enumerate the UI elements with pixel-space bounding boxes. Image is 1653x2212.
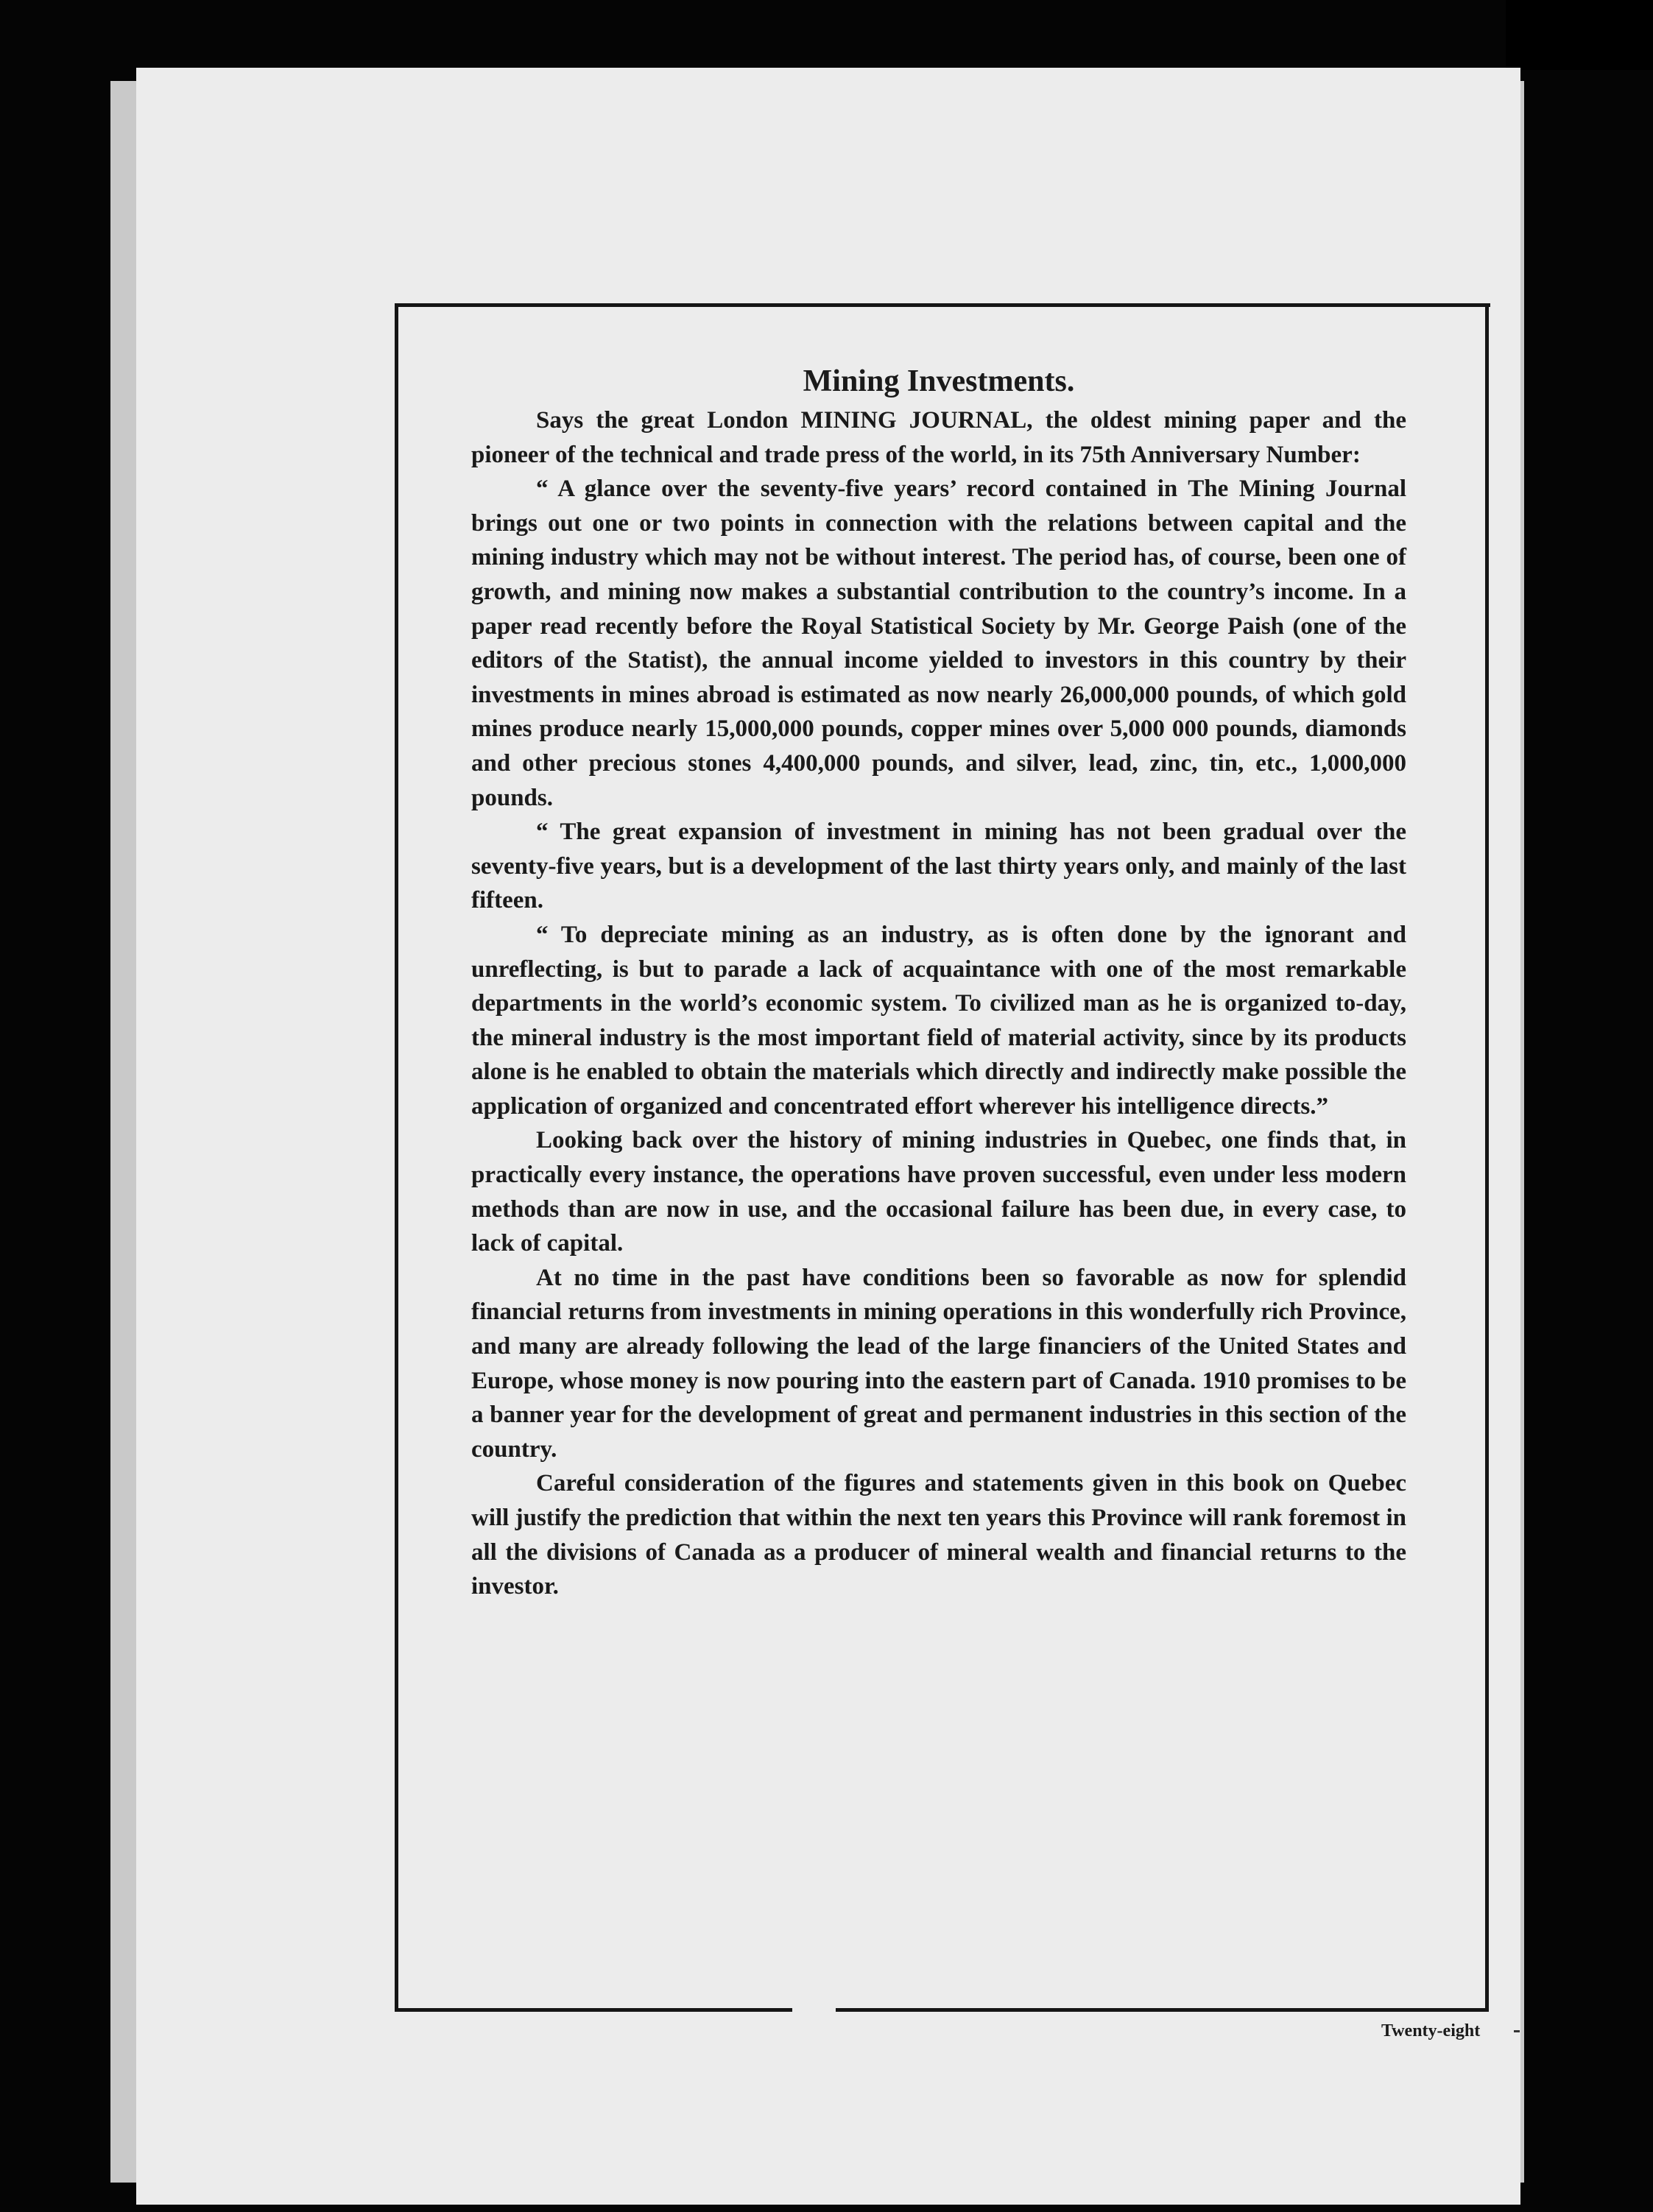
frame-border-bottom-left — [395, 2008, 792, 2012]
paragraph-quebec-history: Looking back over the history of mining industries in Quebec, one finds that, in practically every instance, the operations have proven successful, even under less modern methods than are now in use, and the occasional failure has been due, in every case, to lack of capital. — [471, 1127, 1406, 1257]
paragraph-quote-1: “ A glance over the seventy-five years’ record contained in The Mining Journal brings out one or two points in connection with the relations between capital and the mining industry which may not be without interest. The period has, of course, been one of growth, and mining now makes a substantial contribution to the country’s income. In a paper read recently before the Royal Statistical Society by Mr. George Paish (one of the editors of the Statist), the annual income yielded to investors in this country by their investments in mines abroad is estimated as now nearly 26,000,000 pounds, of which gold mines produce nearly 15,000,000 pounds, copper mines over 5,000 000 pounds, diamonds and other precious stones 4,400,000 pounds, and silver, lead, zinc, tin, etc., 1,000,000 pounds. — [471, 476, 1406, 811]
article-body — [471, 359, 1406, 1604]
frame-border-top — [398, 303, 1490, 307]
page-number-label: Twenty-eight — [1381, 2021, 1481, 2040]
frame-border-left — [395, 303, 398, 2012]
paragraph-quote-3: “ To depreciate mining as an industry, as is often done by the ignorant and unreflecting, is but to parade a lack of acquaintance with one of the most remarkable departments in the world’s economic system. To civilized man as he is organized to-day, the mineral industry is the most important field of material activity, since by its products alone is he enabled to obtain the materials which directly and indirectly make possible the application of organized and concentrated effort wherever his intelligence directs.” — [471, 921, 1406, 1120]
paragraph-intro: Says the great London MINING JOURNAL, the oldest mining paper and the pioneer of the technical and trade press of the world, in its 75th Anniversary Number: — [471, 407, 1406, 468]
scan-dark-corner — [1506, 0, 1653, 70]
folio-mark — [1514, 2030, 1520, 2032]
paragraph-quote-2: “ The great expansion of investment in mining has not been gradual over the seventy-five years, but is a development of the last thirty years only, and mainly of the last fifteen. — [471, 819, 1406, 914]
article-title: Mining Investments. — [803, 364, 1075, 398]
paragraph-prediction: Careful consideration of the figures and statements given in this book on Quebec will justify the prediction that within the next ten years this Province will rank foremost in all the divisions of Canada as a producer of mineral wealth and financial returns to the investor. — [471, 1470, 1406, 1600]
frame-border-right — [1485, 303, 1489, 2012]
frame-border-bottom-right — [836, 2008, 1489, 2012]
paragraph-favorable-conditions: At no time in the past have conditions been so favorable as now for splendid financial returns from investments in mining operations in this wonderfully rich Province, and many are already following the lead of the large financiers of the United States and Europe, whose money is now pouring into the eastern part of Canada. 1910 promises to be a banner year for the development of great and permanent industries in this section of the country. — [471, 1264, 1406, 1463]
